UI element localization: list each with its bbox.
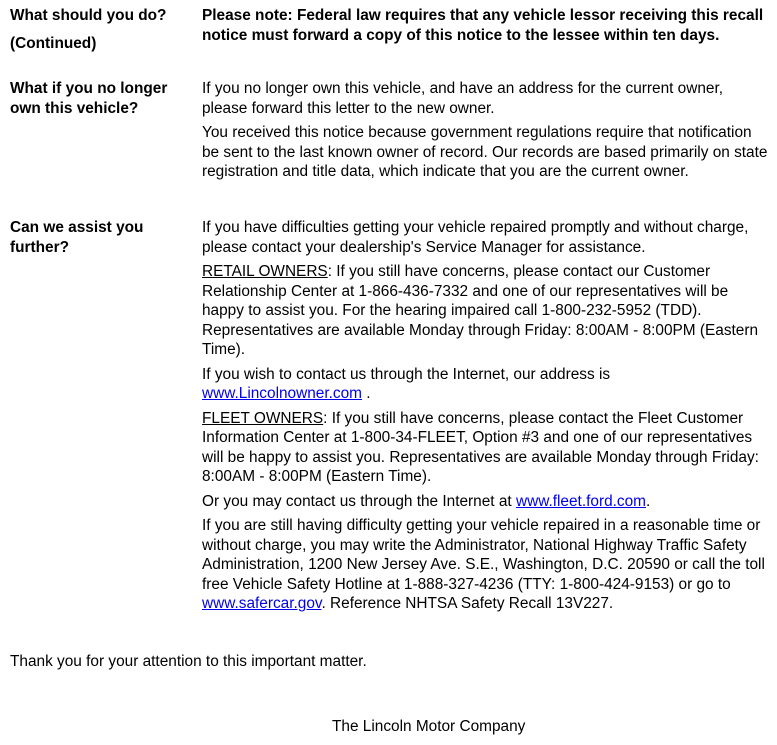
fleet-owners-text: : If you still have concerns, please contact the Fleet Customer Information Center at 1-800-34-FLEET, Option #3 and one of our representatives will be happy to assist you. Representatives are available Monday through Friday: 8:00AM - 8:00PM (Eastern Time).: [202, 409, 759, 485]
fleet-internet-paragraph: [202, 492, 772, 512]
fleet-internet-text: Or you may contact us through the Internet at: [202, 492, 516, 510]
retail-owners-heading: RETAIL OWNERS: [202, 263, 328, 280]
internet-after: .: [361, 385, 371, 402]
fleet-ford-link[interactable]: www.fleet.ford.com: [515, 492, 646, 510]
fleet-internet-after: .: [645, 492, 651, 510]
closing-thanks: Thank you for your attention to this important matter.: [10, 653, 367, 670]
signature: The Lincoln Motor Company: [332, 718, 526, 735]
section-content: [202, 79, 772, 187]
lessor-note: Please note: Federal law requires that any vehicle lessor receiving this recall notice must forward a copy of this notice to the lessee within ten days.: [202, 7, 764, 44]
retail-owners-text: : If you still have concerns, please contact our Customer Relationship Center at 1-866-436-7332 and one of our representatives will be happy to assist you. For the hearing impaired call 1-800-232-5952 (TDD). Representatives are available Monday through Friday: 8:00AM - 8:00PM (Eastern Time).: [202, 263, 759, 358]
section-label: [10, 6, 198, 54]
internet-paragraph: [202, 365, 772, 404]
safercar-link[interactable]: www.safercar.gov: [202, 595, 322, 612]
paragraph: If you no longer own this vehicle, and have an address for the current owner, please forward this letter to the new owner.: [202, 80, 724, 117]
nhtsa-text: If you are still having difficulty getting your vehicle repaired in a reasonable time or without charge, you may write the Administrator, National Highway Traffic Safety Administration, 1200 New Jersey Ave. S.E., Washington, D.C. 20590 or call the toll free Vehicle Safety Hotline at 1-888-327-4236 (TTY: 1-800-424-9153) or go to: [202, 517, 765, 593]
internet-text: If you wish to contact us through the Internet, our address is: [202, 365, 611, 383]
nhtsa-paragraph: [202, 516, 772, 614]
paragraph: If you have difficulties getting your vehicle repaired promptly and without charge, please contact your dealership's Service Manager for assistance.: [202, 219, 749, 256]
label-line: What should you do?: [10, 7, 167, 24]
paragraph: You received this notice because government regulations require that notification be sent to the last known owner of record. Our records are based primarily on state registration and title data, which indicate that you are the current owner.: [202, 124, 768, 180]
nhtsa-after: . Reference NHTSA Safety Recall 13V227.: [321, 595, 614, 612]
fleet-owners-heading: FLEET OWNERS: [202, 409, 324, 427]
fleet-owners-paragraph: [202, 409, 772, 487]
section-content: [202, 6, 772, 50]
section-label: Can we assist you further?: [10, 219, 144, 256]
retail-owners-paragraph: [202, 262, 772, 360]
label-line: (Continued): [10, 35, 97, 52]
section-content: [202, 218, 772, 619]
section-label: What if you no longer own this vehicle?: [10, 80, 168, 117]
lincolnowner-link[interactable]: www.Lincolnowner.com: [202, 385, 362, 402]
